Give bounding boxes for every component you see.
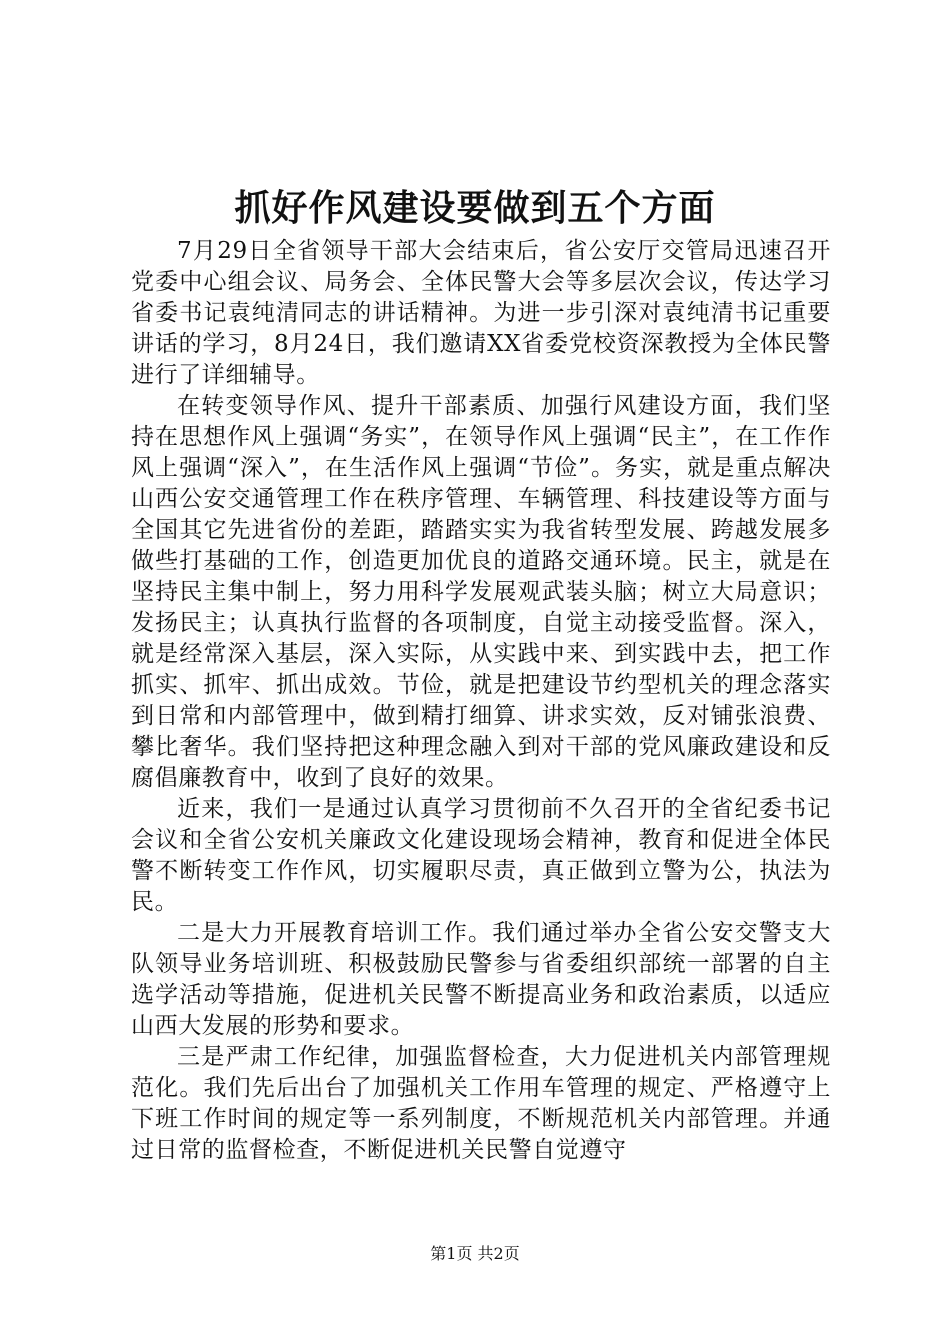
- paragraph-3: 近来，我们一是通过认真学习贯彻前不久召开的全省纪委书记会议和全省公安机关廉政文化建设现场会精神，教育和促进全体民警不断转变工作作风，切实履职尽责，真正做到立警为公，执法为民。: [131, 796, 831, 915]
- page-number-footer: 第1页 共2页: [430, 1244, 520, 1263]
- document-body: [131, 236, 831, 1166]
- paragraph-2: 在转变领导作风、提升干部素质、加强行风建设方面，我们坚持在思想作风上强调“务实”，在领导作风上强调“民主”，在工作作风上强调“深入”，在生活作风上强调“节俭”。务实，就是重点解决山西公安交通管理工作在秩序管理、车辆管理、科技建设等方面与全国其它先进省份的差距，踏踏实实为我省转型发展、跨越发展多做些打基础的工作，创造更加优良的道路交通环境。民主，就是在坚持民主集中制上，努力用科学发展观武装头脑；树立大局意识；发扬民主；认真执行监督的各项制度，自觉主动接受监督。深入，就是经常深入基层，深入实际，从实践中来、到实践中去，把工作抓实、抓牢、抓出成效。节俭，就是把建设节约型机关的理念落实到日常和内部管理中，做到精打细算、讲求实效，反对铺张浪费、攀比奢华。我们坚持把这种理念融入到对干部的党风廉政建设和反腐倡廉教育中，收到了良好的效果。: [131, 393, 831, 791]
- document-title: 抓好作风建设要做到五个方面: [234, 187, 716, 229]
- paragraph-1: 7月29日全省领导干部大会结束后，省公安厅交管局迅速召开党委中心组会议、局务会、全体民警大会等多层次会议，传达学习省委书记袁纯清同志的讲话精神。为进一步引深对袁纯清书记重要讲话的学习，8月24日，我们邀请XX省委党校资深教授为全体民警进行了详细辅导。: [131, 238, 831, 388]
- paragraph-4: 二是大力开展教育培训工作。我们通过举办全省公安交警支大队领导业务培训班、积极鼓励民警参与省委组织部统一部署的自主选学活动等措施，促进机关民警不断提高业务和政治素质，以适应山西大发展的形势和要求。: [131, 920, 831, 1039]
- paragraph-5: 三是严肃工作纪律，加强监督检查，大力促进机关内部管理规范化。我们先后出台了加强机关工作用车管理的规定、严格遵守上下班工作时间的规定等一系列制度，不断规范机关内部管理。并通过日常的监督检查，不断促进机关民警自觉遵守: [131, 1044, 831, 1163]
